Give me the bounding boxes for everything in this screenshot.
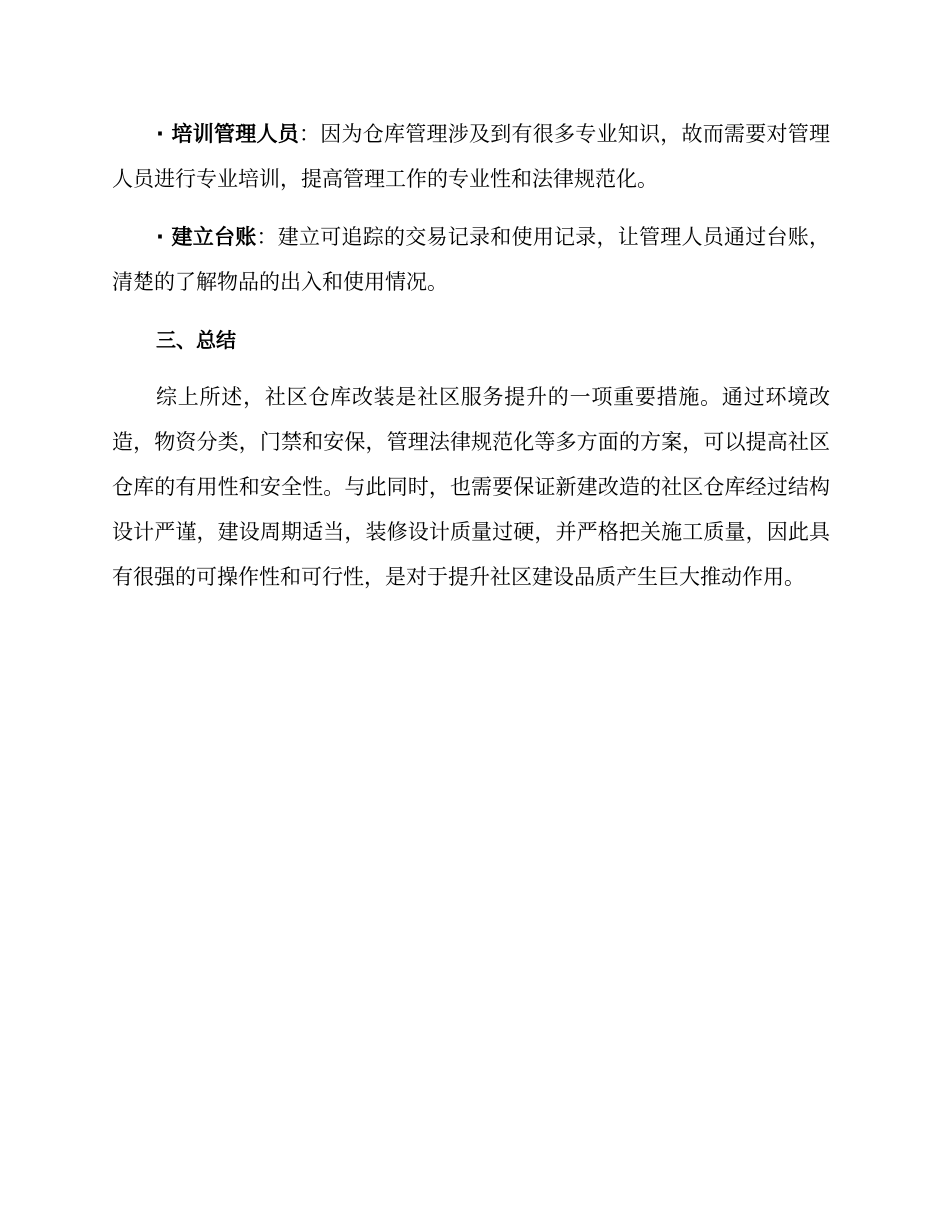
bullet-term-ledger: · 建立台账 bbox=[156, 225, 257, 249]
section-heading-summary: 三、总结 bbox=[156, 328, 236, 352]
bullet-text-training: ：因为仓库管理涉及到有很多专业知识，故而需要对管理人员进行专业培训，提高管理工作的专业性和法律规范化。 bbox=[112, 122, 830, 191]
bullet-term-training: · 培训管理人员 bbox=[156, 122, 300, 146]
document-page bbox=[112, 112, 830, 613]
bullet-text-ledger: ：建立可追踪的交易记录和使用记录，让管理人员通过台账，清楚的了解物品的出入和使用情况。 bbox=[112, 225, 830, 294]
bullet-item-ledger bbox=[112, 215, 830, 305]
bullet-item-training bbox=[112, 112, 830, 202]
summary-paragraph: 综上所述，社区仓库改装是社区服务提升的一项重要措施。通过环境改造，物资分类，门禁和安保，管理法律规范化等多方面的方案，可以提高社区仓库的有用性和安全性。与此同时，也需要保证新建改造的社区仓库经过结构设计严谨，建设周期适当，装修设计质量过硬，并严格把关施工质量，因此具有很强的可操作性和可行性，是对于提升社区建设品质产生巨大推动作用。 bbox=[112, 385, 830, 589]
